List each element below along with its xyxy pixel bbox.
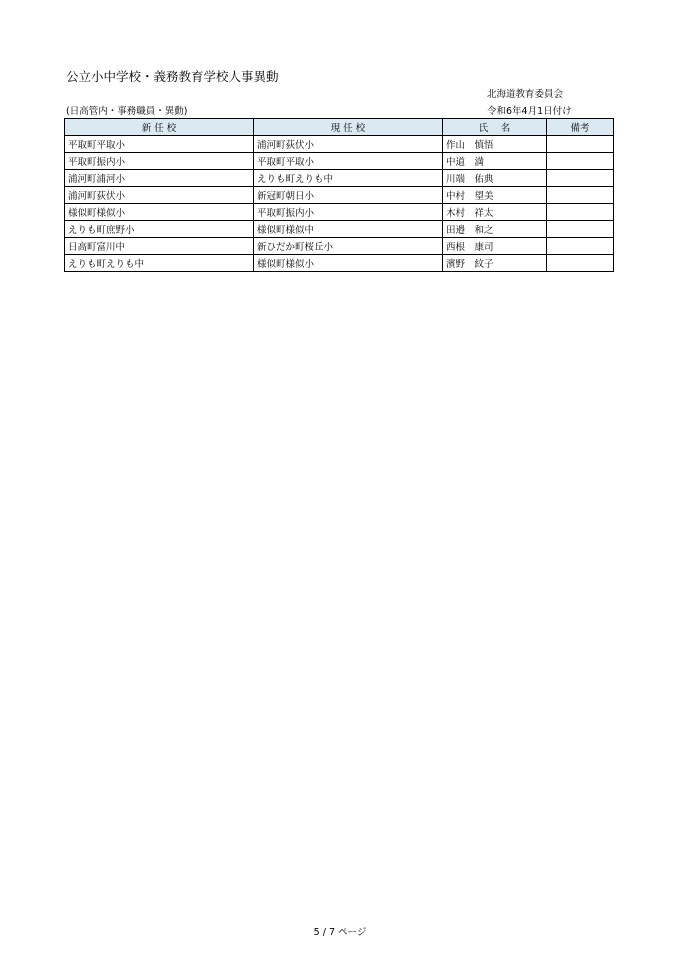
- header-new-school: 新 任 校: [65, 119, 254, 136]
- name-cell: 中道 満: [443, 153, 547, 170]
- name-cell: 中村 望美: [443, 187, 547, 204]
- header-remarks: 備考: [547, 119, 614, 136]
- new-school-cell: 様似町様似小: [65, 204, 254, 221]
- table-row: [65, 204, 614, 221]
- remarks-cell: [547, 204, 614, 221]
- name-cell: 濱野 紋子: [443, 255, 547, 272]
- personnel-table: [64, 118, 614, 272]
- name-cell: 作山 慎悟: [443, 136, 547, 153]
- new-school-cell: えりも町えりも中: [65, 255, 254, 272]
- table-header-row: [65, 119, 614, 136]
- header-name: 氏 名: [443, 119, 547, 136]
- table-row: [65, 136, 614, 153]
- issuer: 北海道教育委員会: [487, 89, 564, 100]
- header-current-school: 現 任 校: [254, 119, 443, 136]
- remarks-cell: [547, 255, 614, 272]
- name-cell: 西根 康司: [443, 238, 547, 255]
- current-school-cell: 様似町様似中: [254, 221, 443, 238]
- new-school-cell: えりも町庶野小: [65, 221, 254, 238]
- document-title: 公立小中学校・義務教育学校人事異動: [66, 69, 279, 84]
- current-school-cell: 新ひだか町桜丘小: [254, 238, 443, 255]
- name-cell: 木村 祥太: [443, 204, 547, 221]
- current-school-cell: 平取町平取小: [254, 153, 443, 170]
- table-row: [65, 255, 614, 272]
- new-school-cell: 浦河町荻伏小: [65, 187, 254, 204]
- current-school-cell: 浦河町荻伏小: [254, 136, 443, 153]
- remarks-cell: [547, 221, 614, 238]
- effective-date: 令和6年4月1日付け: [487, 106, 572, 117]
- page-number: 5 / 7 ページ: [313, 927, 367, 938]
- section-subtitle: (日高管内・事務職員・異動): [66, 106, 188, 117]
- table-row: [65, 238, 614, 255]
- remarks-cell: [547, 136, 614, 153]
- remarks-cell: [547, 153, 614, 170]
- table-row: [65, 187, 614, 204]
- new-school-cell: 日高町富川中: [65, 238, 254, 255]
- remarks-cell: [547, 238, 614, 255]
- new-school-cell: 平取町平取小: [65, 136, 254, 153]
- current-school-cell: えりも町えりも中: [254, 170, 443, 187]
- table-row: [65, 153, 614, 170]
- new-school-cell: 平取町振内小: [65, 153, 254, 170]
- name-cell: 田邉 和之: [443, 221, 547, 238]
- current-school-cell: 平取町振内小: [254, 204, 443, 221]
- name-cell: 川端 佑典: [443, 170, 547, 187]
- table-body: [65, 136, 614, 272]
- remarks-cell: [547, 187, 614, 204]
- current-school-cell: 新冠町朝日小: [254, 187, 443, 204]
- current-school-cell: 様似町様似小: [254, 255, 443, 272]
- table-row: [65, 221, 614, 238]
- table-row: [65, 170, 614, 187]
- new-school-cell: 浦河町浦河小: [65, 170, 254, 187]
- remarks-cell: [547, 170, 614, 187]
